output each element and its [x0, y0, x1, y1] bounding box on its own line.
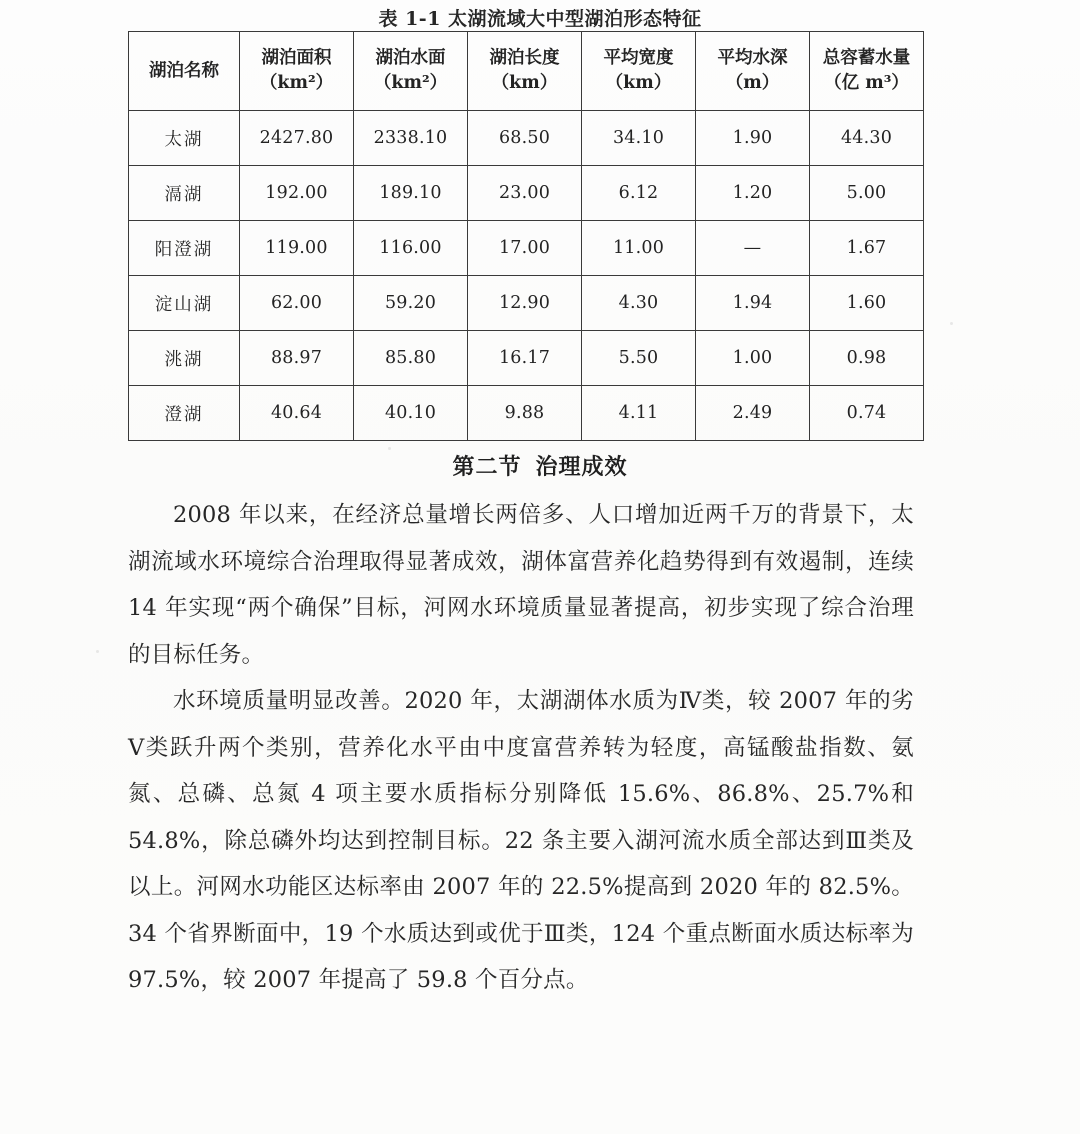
body-text: [128, 492, 914, 1004]
section-heading: [0, 450, 1080, 481]
column-header-water-surface-unit: （km²）: [373, 73, 448, 93]
cell-area: 119.00: [240, 221, 354, 276]
scan-speckle: [950, 322, 953, 325]
cell-area: 2427.80: [240, 111, 354, 166]
paragraph-1: 2008 年以来，在经济总量增长两倍多、人口增加近两千万的背景下，太湖流域水环境综合治理取得显著成效，湖体富营养化趋势得到有效遏制，连续 14 年实现“两个确保”目标，河网水环境质量显著提高，初步实现了综合治理的目标任务。: [128, 502, 914, 668]
table-body: [129, 111, 924, 441]
column-header-area-unit: （km²）: [259, 73, 334, 93]
cell-storage: 5.00: [810, 166, 924, 221]
column-header-storage-unit: （亿 m³）: [824, 73, 909, 93]
cell-avg-width: 4.11: [582, 386, 696, 441]
cell-storage: 0.74: [810, 386, 924, 441]
table-row: [129, 221, 924, 276]
cell-length: 12.90: [468, 276, 582, 331]
cell-length: 68.50: [468, 111, 582, 166]
cell-lake-name: 淀山湖: [129, 276, 240, 331]
table-header-row: [129, 32, 924, 111]
cell-water-surface: 59.20: [354, 276, 468, 331]
scan-speckle: [96, 650, 99, 653]
table-row: [129, 386, 924, 441]
table-row: [129, 276, 924, 331]
lake-morphology-table-wrapper: [128, 31, 921, 441]
cell-area: 62.00: [240, 276, 354, 331]
cell-avg-depth: 1.90: [696, 111, 810, 166]
column-header-water-surface: [354, 32, 468, 111]
cell-avg-depth: 1.20: [696, 166, 810, 221]
cell-lake-name: 太湖: [129, 111, 240, 166]
cell-avg-width: 5.50: [582, 331, 696, 386]
column-header-area: [240, 32, 354, 111]
cell-lake-name: 滆湖: [129, 166, 240, 221]
table-caption: 表 1-1 太湖流域大中型湖泊形态特征: [378, 8, 702, 30]
column-header-avg-depth-unit: （m）: [725, 73, 780, 93]
section-number: 第二节: [452, 454, 522, 480]
cell-lake-name: 澄湖: [129, 386, 240, 441]
cell-water-surface: 2338.10: [354, 111, 468, 166]
column-header-avg-width: [582, 32, 696, 111]
column-header-water-surface-label: 湖泊水面: [375, 48, 446, 69]
table-header: [129, 32, 924, 111]
cell-avg-width: 6.12: [582, 166, 696, 221]
column-header-storage-label: 总容蓄水量: [822, 48, 911, 69]
column-header-avg-width-unit: （km）: [605, 73, 672, 93]
table-row: [129, 331, 924, 386]
lake-morphology-table: [128, 31, 924, 441]
table-row: [129, 166, 924, 221]
cell-water-surface: 85.80: [354, 331, 468, 386]
column-header-length-unit: （km）: [491, 73, 558, 93]
cell-storage: 1.60: [810, 276, 924, 331]
cell-length: 23.00: [468, 166, 582, 221]
cell-storage: 1.67: [810, 221, 924, 276]
cell-avg-depth: —: [696, 221, 810, 276]
column-header-area-label: 湖泊面积: [261, 48, 332, 69]
table-row: [129, 111, 924, 166]
cell-area: 192.00: [240, 166, 354, 221]
cell-area: 88.97: [240, 331, 354, 386]
column-header-length-label: 湖泊长度: [489, 48, 560, 69]
cell-storage: 0.98: [810, 331, 924, 386]
cell-length: 9.88: [468, 386, 582, 441]
cell-length: 16.17: [468, 331, 582, 386]
column-header-lake-name: [129, 32, 240, 111]
cell-storage: 44.30: [810, 111, 924, 166]
cell-avg-depth: 1.00: [696, 331, 810, 386]
cell-avg-depth: 1.94: [696, 276, 810, 331]
cell-avg-depth: 2.49: [696, 386, 810, 441]
cell-length: 17.00: [468, 221, 582, 276]
column-header-lake-name-label: 湖泊名称: [149, 60, 219, 81]
cell-water-surface: 116.00: [354, 221, 468, 276]
cell-water-surface: 189.10: [354, 166, 468, 221]
column-header-storage: [810, 32, 924, 111]
column-header-avg-depth: [696, 32, 810, 111]
section-title: 治理成效: [535, 454, 628, 480]
cell-avg-width: 34.10: [582, 111, 696, 166]
cell-lake-name: 阳澄湖: [129, 221, 240, 276]
paragraph-2: 水环境质量明显改善。2020 年，太湖湖体水质为Ⅳ类，较 2007 年的劣Ⅴ类跃升两个类别，营养化水平由中度富营养转为轻度，高锰酸盐指数、氨氮、总磷、总氮 4 项主要水质指标分别降低 15.6%、86.8%、25.7%和 54.8%，除总磷外均达到控制目标。22 条主要入湖河流水质全部达到Ⅲ类及以上。河网水功能区达标率由 2007 年的 22.5%提高到 2020 年的 82.5%。34 个省界断面中，19 个水质达到或优于Ⅲ类，124 个重点断面水质达标率为 97.5%，较 2007 年提高了 59.8 个百分点。: [128, 688, 914, 993]
cell-avg-width: 4.30: [582, 276, 696, 331]
cell-area: 40.64: [240, 386, 354, 441]
column-header-length: [468, 32, 582, 111]
column-header-avg-depth-label: 平均水深: [717, 48, 788, 69]
cell-lake-name: 洮湖: [129, 331, 240, 386]
column-header-avg-width-label: 平均宽度: [603, 48, 674, 69]
cell-water-surface: 40.10: [354, 386, 468, 441]
cell-avg-width: 11.00: [582, 221, 696, 276]
